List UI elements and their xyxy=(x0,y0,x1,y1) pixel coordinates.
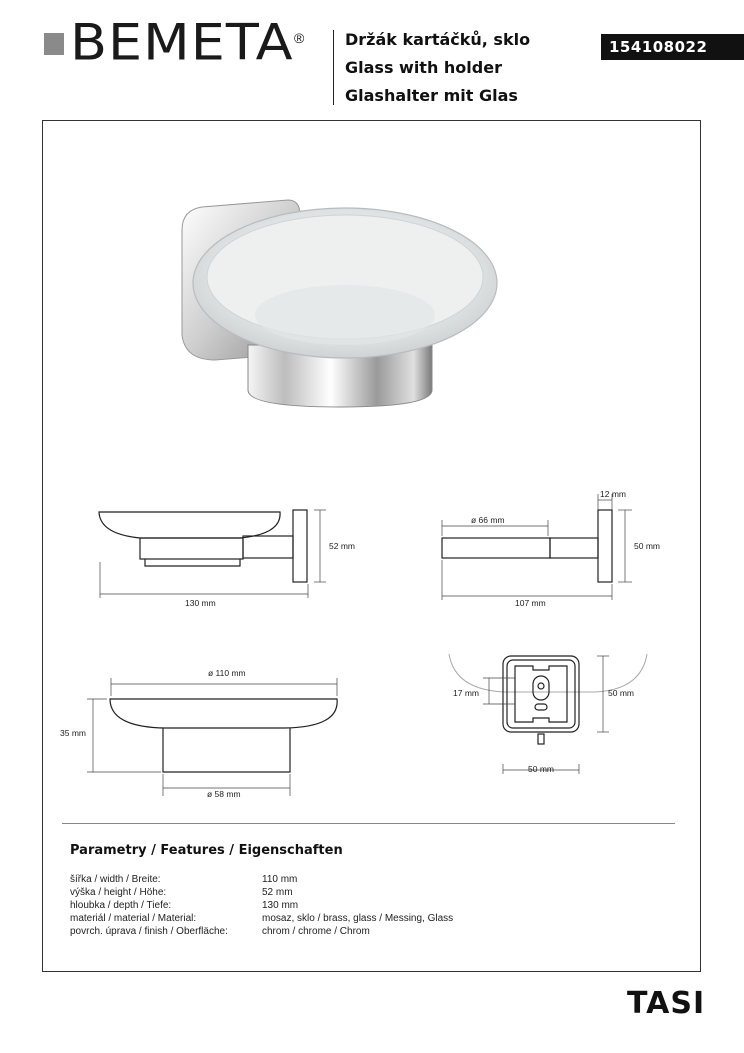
product-photo xyxy=(170,195,510,415)
spec-label: hloubka / depth / Tiefe: xyxy=(70,900,172,911)
dim-base-diameter: ø 58 mm xyxy=(207,789,241,799)
series-name: TASI xyxy=(627,986,706,1021)
title-de: Glashalter mit Glas xyxy=(345,86,518,105)
dim-side-height: 52 mm xyxy=(329,541,355,551)
dim-top-height: 50 mm xyxy=(634,541,660,551)
spec-label: šířka / width / Breite: xyxy=(70,874,161,885)
spec-value: 130 mm xyxy=(262,900,299,911)
dim-bowl-height: 35 mm xyxy=(60,728,86,738)
registered-mark: ® xyxy=(294,30,305,46)
spec-label: povrch. úprava / finish / Oberfläche: xyxy=(70,926,228,937)
spec-label: výška / height / Höhe: xyxy=(70,887,167,898)
spec-value: mosaz, sklo / brass, glass / Messing, Glass xyxy=(262,913,454,924)
spec-value: 110 mm xyxy=(262,874,298,885)
dim-mount-width: 50 mm xyxy=(528,764,554,774)
header-divider xyxy=(333,30,334,105)
spec-value: 52 mm xyxy=(262,887,293,898)
bowl-section-drawing xyxy=(85,672,355,802)
dim-side-width: 130 mm xyxy=(185,598,216,608)
brand-logo: BEMETA xyxy=(70,13,294,72)
spec-value: chrom / chrome / Chrom xyxy=(262,926,370,937)
product-code-badge: 154108022 xyxy=(601,34,744,60)
title-cz: Držák kartáčků, sklo xyxy=(345,30,531,49)
dim-top-length: 107 mm xyxy=(515,598,546,608)
dim-top-flange: 12 mm xyxy=(600,489,626,499)
dim-bowl-diameter: ø 110 mm xyxy=(208,668,246,678)
dim-top-depth: ø 66 mm xyxy=(471,515,505,525)
dim-mount-offset: 17 mm xyxy=(453,688,479,698)
top-view-drawing xyxy=(430,488,640,603)
title-en: Glass with holder xyxy=(345,58,502,77)
features-title: Parametry / Features / Eigenschaften xyxy=(70,843,343,858)
spec-label: materiál / material / Material: xyxy=(70,913,197,924)
side-view-drawing xyxy=(90,498,370,608)
dim-mount-height: 50 mm xyxy=(608,688,634,698)
logo-mark xyxy=(44,33,64,55)
mount-plate-drawing xyxy=(445,646,655,776)
section-separator xyxy=(62,823,675,824)
